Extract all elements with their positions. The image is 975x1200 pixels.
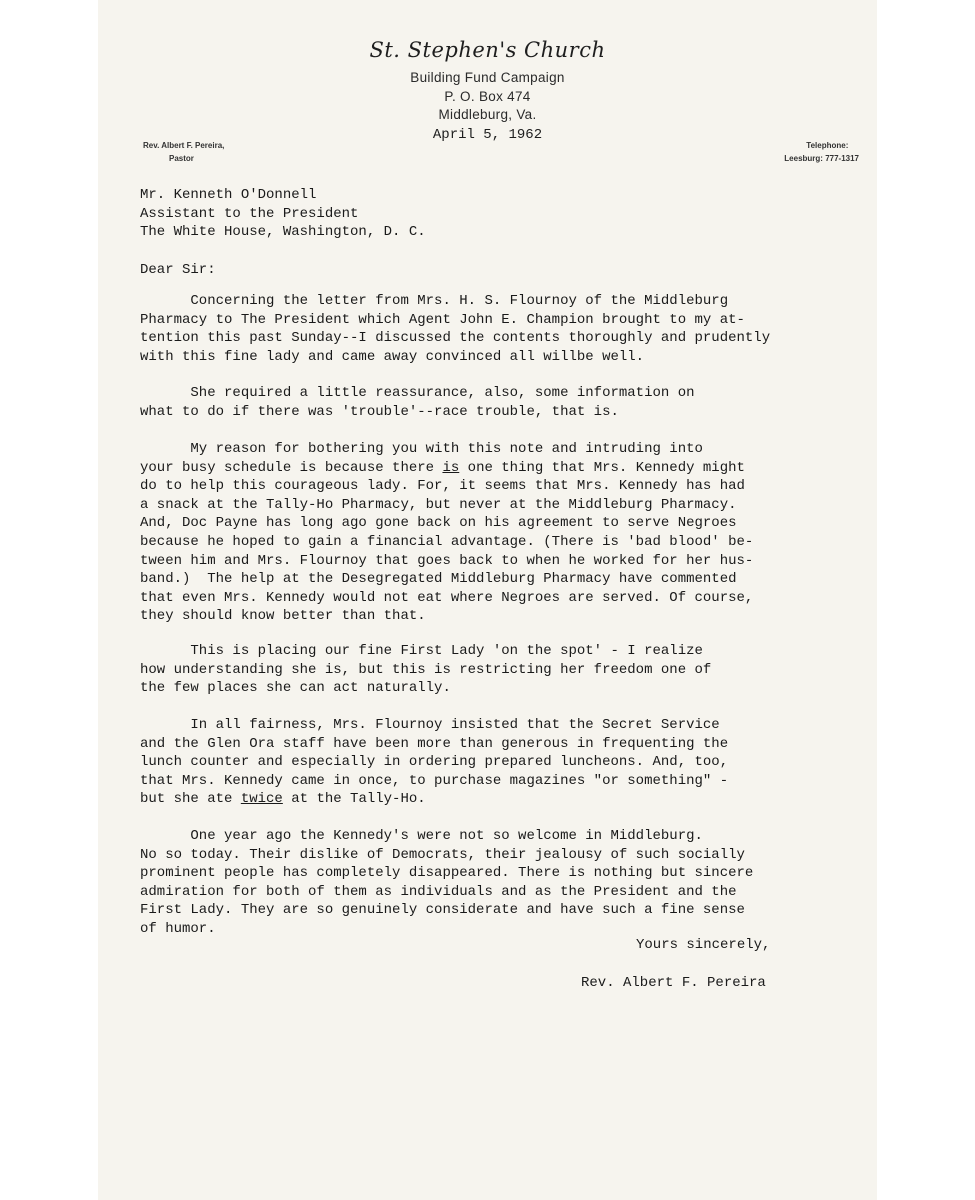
pastor-title: Pastor <box>169 154 194 163</box>
text-line: that even Mrs. Kennedy would not eat where Negroes are served. Of course, <box>140 589 754 606</box>
text-span: but she ate <box>140 791 241 808</box>
text-line: My reason for bothering you with this note and intruding into <box>140 441 703 457</box>
text-line: tention this past Sunday--I discussed the contents thoroughly and prudently <box>140 330 771 347</box>
text-line: lunch counter and especially in ordering prepared luncheons. And, too, <box>140 754 729 771</box>
text-line: and the Glen Ora staff have been more than generous in frequenting the <box>140 735 729 752</box>
text-line: First Lady. They are so genuinely considerate and have such a fine sense <box>140 902 745 919</box>
text-line: And, Doc Payne has long ago gone back on his agreement to serve Negroes <box>140 515 737 532</box>
text-line <box>140 790 728 809</box>
letter-page <box>98 0 877 1200</box>
paragraph-4 <box>140 642 711 698</box>
text-line: of humor. <box>140 920 216 937</box>
text-line: prominent people has completely disappeared. There is nothing but sincere <box>140 865 754 882</box>
text-line: band.) The help at the Desegregated Middleburg Pharmacy have commented <box>140 571 737 588</box>
text-line: tween him and Mrs. Flournoy that goes back to when he worked for her hus- <box>140 552 754 569</box>
paragraph-1 <box>140 292 770 366</box>
pastor-name: Rev. Albert F. Pereira, <box>143 141 225 150</box>
text-line: a snack at the Tally-Ho Pharmacy, but never at the Middleburg Pharmacy. <box>140 496 737 513</box>
address-line: The White House, Washington, D. C. <box>140 224 426 241</box>
letterhead-title: St. Stephen's Church <box>369 38 606 62</box>
signature: Rev. Albert F. Pereira <box>581 975 766 991</box>
text-line: In all fairness, Mrs. Flournoy insisted that the Secret Service <box>140 717 720 733</box>
paragraph-6 <box>140 827 753 939</box>
paragraph-2 <box>140 384 695 421</box>
text-line: do to help this courageous lady. For, it seems that Mrs. Kennedy has had <box>140 478 745 495</box>
telephone-block <box>784 139 859 165</box>
letterhead-campaign: Building Fund Campaign <box>410 70 565 85</box>
text-line: One year ago the Kennedy's were not so welcome in Middleburg. <box>140 828 703 844</box>
text-line: She required a little reassurance, also, some information on <box>140 385 695 401</box>
pastor-block <box>143 139 224 165</box>
text-line: admiration for both of them as individuals and as the President and the <box>140 883 737 900</box>
telephone-number: Leesburg: 777-1317 <box>784 154 859 163</box>
closing: Yours sincerely, <box>636 937 771 953</box>
text-line: they should know better than that. <box>140 608 426 625</box>
text-line: what to do if there was 'trouble'--race trouble, that is. <box>140 403 619 420</box>
address-line: Mr. Kenneth O'Donnell <box>140 187 317 203</box>
text-span: at the Tally-Ho. <box>282 791 426 808</box>
text-span: one thing that Mrs. Kennedy might <box>459 459 745 476</box>
underlined-word: is <box>442 459 460 476</box>
address-line: Assistant to the President <box>140 205 359 222</box>
paragraph-5 <box>140 716 728 809</box>
text-line: the few places she can act naturally. <box>140 680 451 697</box>
text-line <box>140 459 753 478</box>
letter-date: April 5, 1962 <box>432 127 543 143</box>
paragraph-3 <box>140 440 753 626</box>
recipient-address <box>140 186 426 242</box>
text-line: because he hoped to gain a financial advantage. (There is 'bad blood' be- <box>140 533 754 550</box>
text-line: with this fine lady and came away convinced all willbe well. <box>140 348 645 365</box>
text-line: how understanding she is, but this is restricting her freedom one of <box>140 661 712 678</box>
telephone-label: Telephone: <box>806 141 849 150</box>
salutation: Dear Sir: <box>140 262 216 278</box>
text-span: your busy schedule is because there <box>140 459 443 476</box>
text-line: that Mrs. Kennedy came in once, to purchase magazines "or something" - <box>140 772 729 789</box>
letterhead-po-box: P. O. Box 474 <box>444 89 531 104</box>
underlined-word: twice <box>240 791 283 808</box>
text-line: No so today. Their dislike of Democrats, their jealousy of such socially <box>140 846 745 863</box>
text-line: This is placing our fine First Lady 'on the spot' - I realize <box>140 643 703 659</box>
letterhead-city: Middleburg, Va. <box>438 107 537 122</box>
text-line: Concerning the letter from Mrs. H. S. Flournoy of the Middleburg <box>140 293 729 309</box>
text-line: Pharmacy to The President which Agent John E. Champion brought to my at- <box>140 311 745 328</box>
